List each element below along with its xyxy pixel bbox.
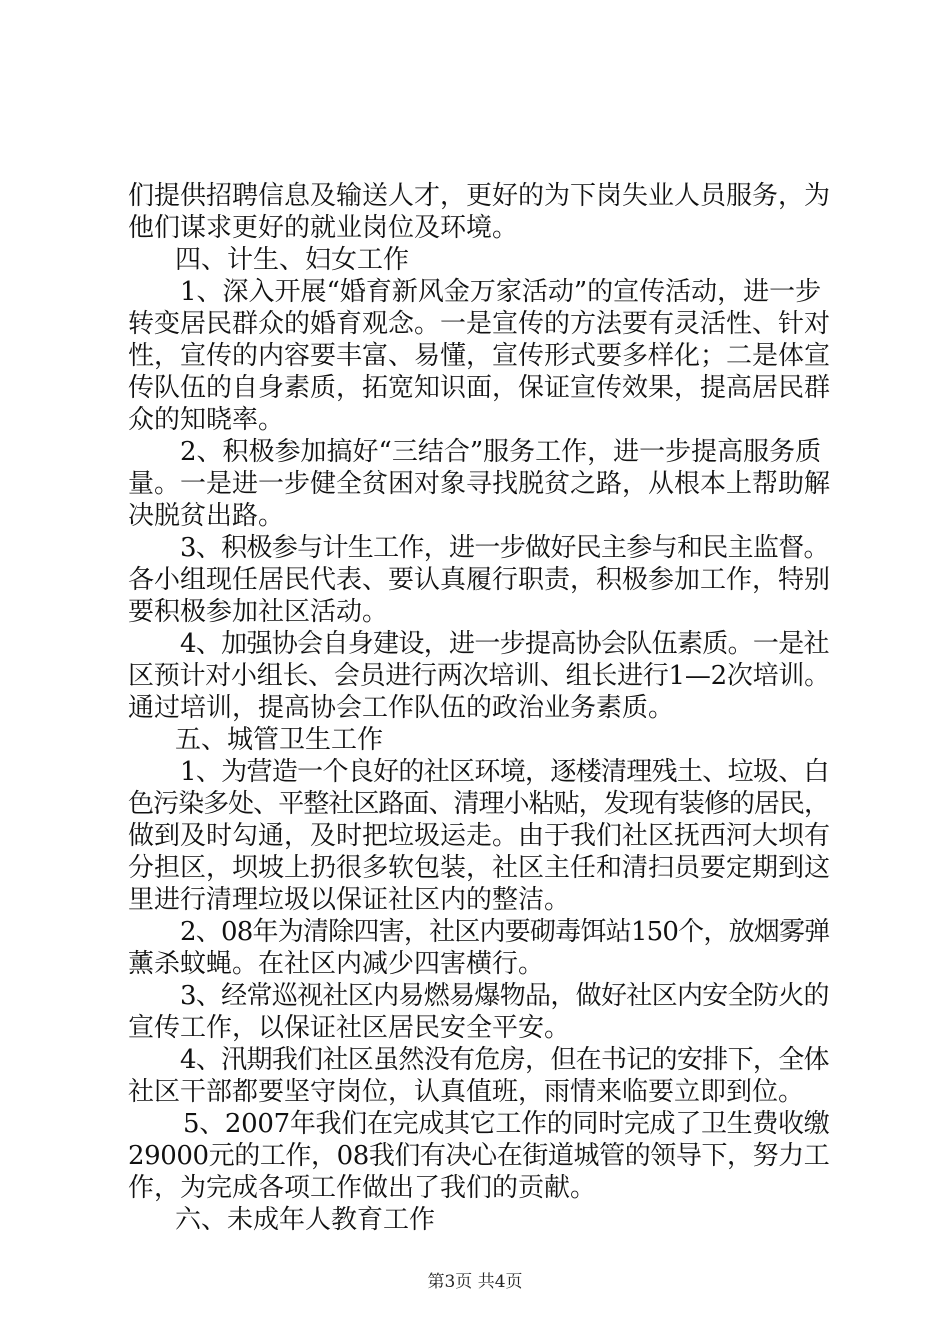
text-line: 4、汛期我们社区虽然没有危房，但在书记的安排下，全体 [180,1045,829,1075]
text-line: 2、积极参加搞好“三结合”服务工作，进一步提高服务质 [180,437,822,467]
text-line: 各小组现任居民代表、要认真履行职责，积极参加工作，特别 [128,565,831,595]
text-line: 他们谋求更好的就业岗位及环境。 [128,213,519,243]
text-line: 们提供招聘信息及输送人才，更好的为下岗失业人员服务，为 [128,181,831,211]
text-line: 传队伍的自身素质，拓宽知识面，保证宣传效果，提高居民群 [128,373,831,403]
text-line: 5、2007年我们在完成其它工作的同时完成了卫生费收缴 [183,1109,830,1139]
text-line: 3、积极参与计生工作，进一步做好民主参与和民主监督。 [180,533,829,563]
text-line: 1、为营造一个良好的社区环境，逐楼清理残土、垃圾、白 [180,757,829,787]
text-line: 区预计对小组长、会员进行两次培训、组长进行1—2次培训。 [128,661,830,691]
text-line: 决脱贫出路。 [128,501,285,531]
text-line: 4、加强协会自身建设，进一步提高协会队伍素质。一是社 [180,629,829,659]
text-line: 薰杀蚊蝇。在社区内减少四害横行。 [128,949,545,979]
text-line: 里进行清理垃圾以保证社区内的整洁。 [128,885,571,915]
text-line: 社区干部都要坚守岗位，认真值班，雨情来临要立即到位。 [128,1077,805,1107]
text-line: 分担区，坝坡上扔很多软包装，社区主任和清扫员要定期到这 [128,853,831,883]
text-line: 要积极参加社区活动。 [128,597,389,627]
text-line: 性，宣传的内容要丰富、易懂，宣传形式要多样化；二是体宣 [128,341,831,371]
section-heading: 六、未成年人教育工作 [175,1205,436,1235]
text-line: 29000元的工作，08我们有决心在街道城管的领导下，努力工 [128,1141,830,1171]
text-line: 转变居民群众的婚育观念。一是宣传的方法要有灵活性、针对 [128,309,831,339]
text-line: 众的知晓率。 [128,405,285,435]
text-line: 通过培训，提高协会工作队伍的政治业务素质。 [128,693,675,723]
text-line: 色污染多处、平整社区路面、清理小粘贴，发现有装修的居民， [128,789,830,819]
section-heading: 四、计生、妇女工作 [175,245,410,275]
text-line: 3、经常巡视社区内易燃易爆物品，做好社区内安全防火的 [180,981,829,1011]
text-line: 宣传工作，以保证社区居民安全平安。 [128,1013,571,1043]
text-line: 量。一是进一步健全贫困对象寻找脱贫之路，从根本上帮助解 [128,469,831,499]
text-line: 做到及时勾通，及时把垃圾运走。由于我们社区抚西河大坝有 [128,821,831,851]
text-line: 作，为完成各项工作做出了我们的贡献。 [128,1173,597,1203]
section-heading: 五、城管卫生工作 [175,725,384,755]
text-line: 2、08年为清除四害，社区内要砌毒饵站150个，放烟雾弹 [180,917,830,947]
page-footer: 第3页 共4页 [427,1272,523,1292]
text-line: 1、深入开展“婚育新风金万家活动”的宣传活动，进一步 [180,277,822,307]
